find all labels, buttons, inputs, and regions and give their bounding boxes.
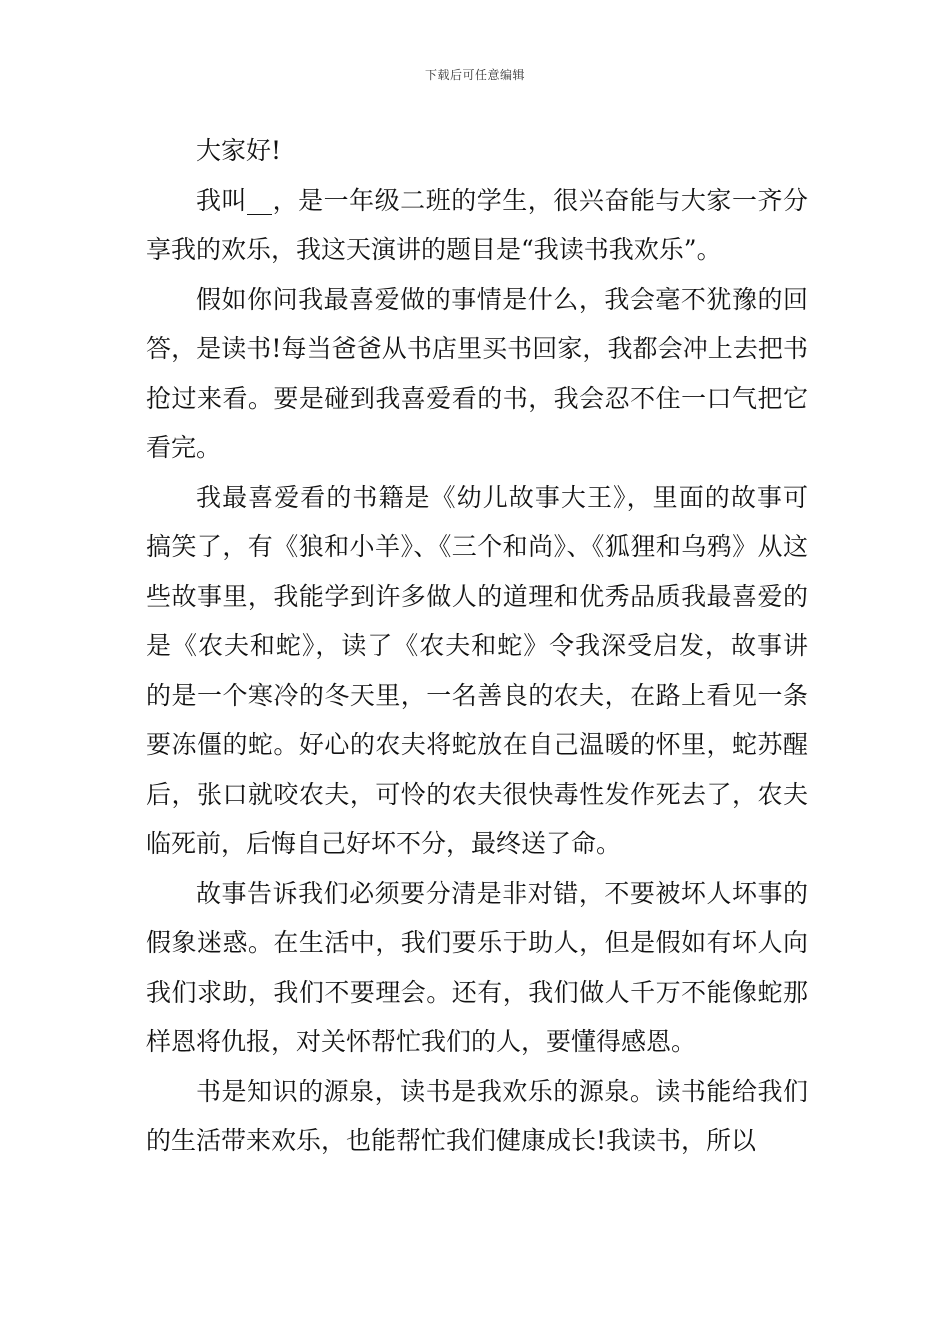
paragraph-favorite-activity: 假如你问我最喜爱做的事情是什么，我会毫不犹豫的回答，是读书!每当爸爸从书店里买书回家，我都会冲上去把书抢过来看。要是碰到我喜爱看的书，我会忍不住一口气把它看完。 xyxy=(146,284,808,462)
paragraph-conclusion: 书是知识的源泉，读书是我欢乐的源泉。读书能给我们的生活带来欢乐，也能帮忙我们健康成长!我读书，所以 xyxy=(146,1076,808,1155)
paragraph-favorite-books: 我最喜爱看的书籍是《幼儿故事大王》，里面的故事可搞笑了，有《狼和小羊》、《三个和尚》、《狐狸和乌鸦》从这些故事里，我能学到许多做人的道理和优秀品质我最喜爱的是《农夫和蛇》，读了《农夫和蛇》令我深受启发，故事讲的是一个寒冷的冬天里，一名善良的农夫，在路上看见一条要冻僵的蛇。好心的农夫将蛇放在自己温暖的怀里，蛇苏醒后，张口就咬农夫，可怜的农夫很快毒性发作死去了，农夫临死前，后悔自己好坏不分，最终送了命。 xyxy=(146,482,808,858)
header-note: 下载后可任意编辑 xyxy=(424,68,525,82)
paragraph-lesson: 故事告诉我们必须要分清是非对错，不要被坏人坏事的假象迷惑。在生活中，我们要乐于助人，但是假如有坏人向我们求助，我们不要理会。还有，我们做人千万不能像蛇那样恩将仇报，对关怀帮忙我们的人，要懂得感恩。 xyxy=(146,878,808,1056)
document-body xyxy=(146,126,808,1166)
paragraph-greeting: 大家好! xyxy=(196,136,282,165)
paragraph-introduction: 我叫__，是一年级二班的学生，很兴奋能与大家一齐分享我的欢乐，我这天演讲的题目是“我读书我欢乐”。 xyxy=(146,185,808,264)
